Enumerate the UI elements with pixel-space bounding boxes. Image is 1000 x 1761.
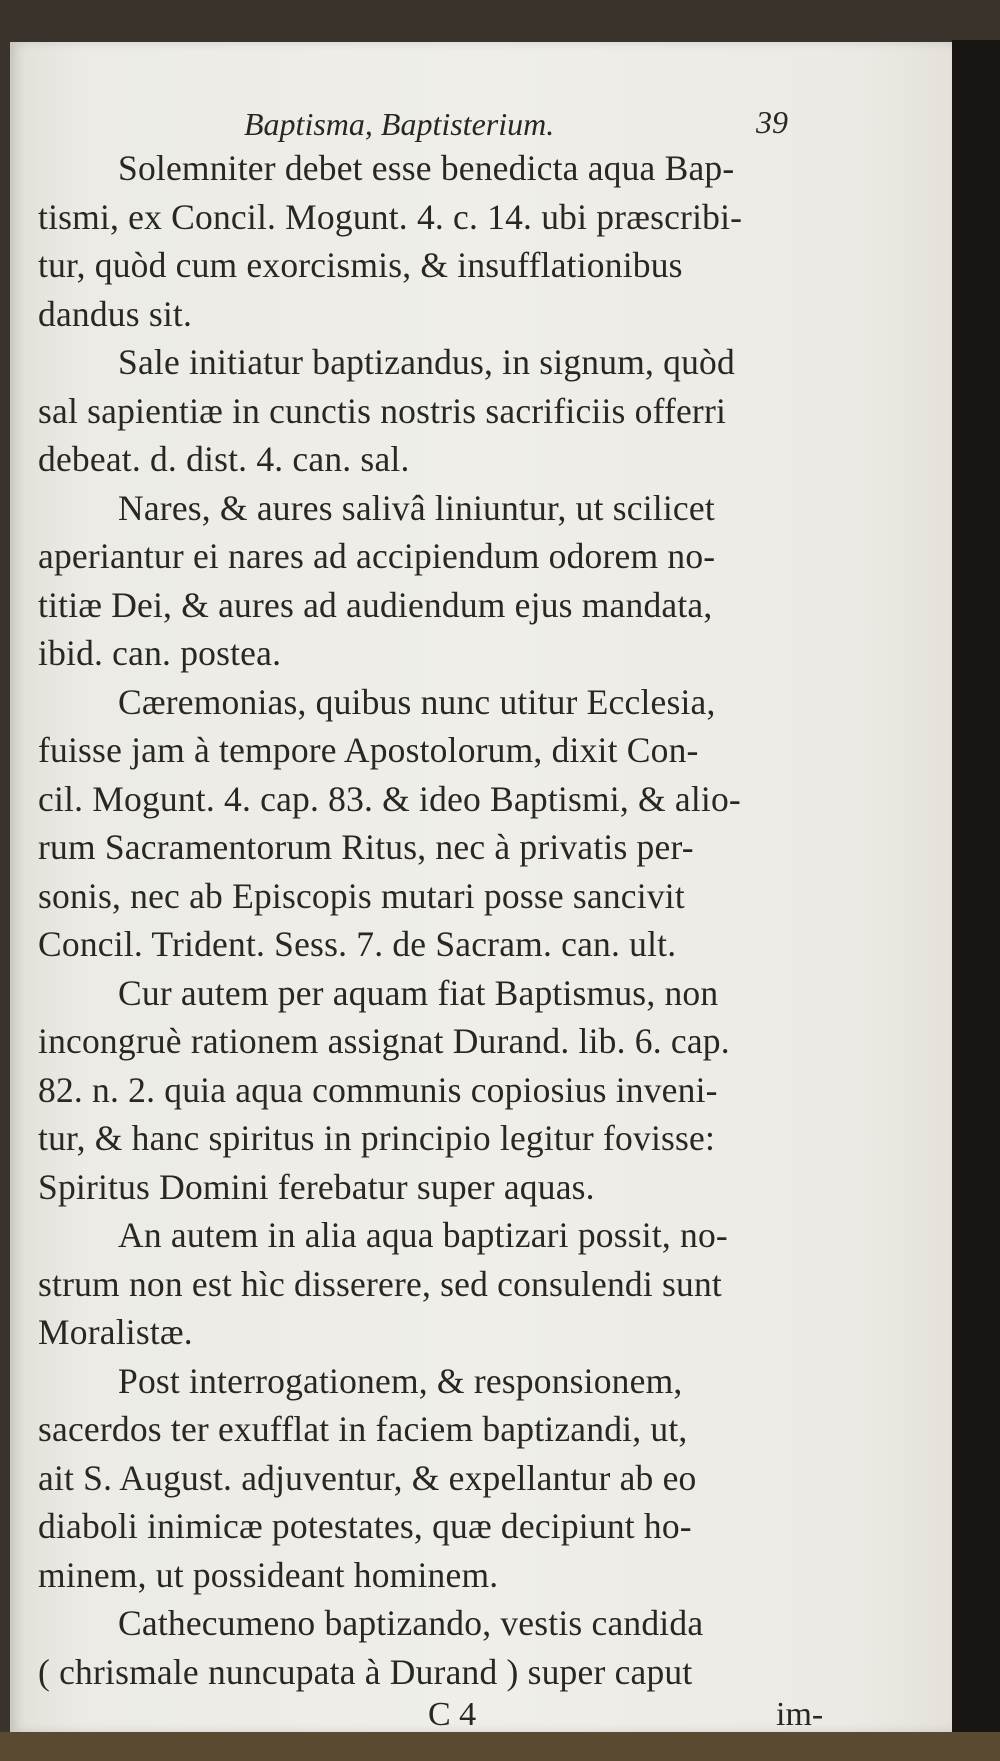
text-line: Cur autem per aquam fiat Baptismus, non bbox=[118, 972, 719, 1013]
text-line: sacerdos ter exufflat in faciem baptizandi, ut, bbox=[38, 1409, 688, 1449]
paragraph bbox=[38, 1599, 838, 1696]
text-line: ait S. August. adjuventur, & expellantur ab eo bbox=[38, 1457, 697, 1498]
text-line: sonis, nec ab Episcopis mutari posse sancivit bbox=[38, 875, 685, 916]
text-line: ibid. can. postea. bbox=[38, 633, 282, 673]
text-line: titiæ Dei, & aures ad audiendum ejus mandata, bbox=[38, 584, 713, 625]
paragraph bbox=[38, 969, 838, 1212]
text-line: diaboli inimicæ potestates, quæ decipiunt ho- bbox=[38, 1506, 692, 1546]
text-line: tur, quòd cum exorcismis, & insufflationibus bbox=[38, 245, 683, 285]
text-line: minem, ut possideant hominem. bbox=[38, 1554, 499, 1595]
text-line: incongruè rationem assignat Durand. lib. 6. cap. bbox=[38, 1021, 730, 1061]
paragraph bbox=[38, 678, 838, 969]
paragraph bbox=[38, 484, 838, 678]
paragraph bbox=[38, 1357, 838, 1600]
text-line: fuisse jam à tempore Apostolorum, dixit Con- bbox=[38, 730, 699, 770]
text-line: Cathecumeno baptizando, vestis candida bbox=[118, 1603, 704, 1643]
text-line: An autem in alia aqua baptizari possit, no- bbox=[118, 1215, 728, 1255]
paragraph bbox=[38, 1211, 838, 1357]
text-line: Post interrogationem, & responsionem, bbox=[118, 1360, 683, 1401]
text-line: Cæremonias, quibus nunc utitur Ecclesia, bbox=[118, 681, 716, 722]
paragraph bbox=[38, 144, 838, 338]
text-line: aperiantur ei nares ad accipiendum odorem no- bbox=[38, 536, 716, 576]
paragraph bbox=[38, 338, 838, 484]
text-line: debeat. d. dist. 4. can. sal. bbox=[38, 439, 410, 479]
catchword: im- bbox=[776, 1696, 824, 1733]
text-line: Concil. Trident. Sess. 7. de Sacram. can. ult. bbox=[38, 924, 677, 964]
book-edge-right bbox=[952, 40, 1000, 1740]
body-text bbox=[38, 144, 838, 1696]
text-line: tismi, ex Concil. Mogunt. 4. c. 14. ubi præscribi- bbox=[38, 196, 743, 237]
running-head bbox=[38, 96, 838, 144]
text-line: tur, & hanc spiritus in principio legitur fovisse: bbox=[38, 1118, 716, 1158]
page-text bbox=[38, 96, 838, 1740]
text-line: Moralistæ. bbox=[38, 1312, 193, 1352]
page-number: 39 bbox=[756, 104, 788, 140]
text-line: strum non est hìc disserere, sed consulendi sunt bbox=[38, 1263, 722, 1304]
text-line: rum Sacramentorum Ritus, nec à privatis per- bbox=[38, 827, 694, 867]
running-head-title: Baptisma, Baptisterium. bbox=[244, 106, 555, 142]
signature-mark: C 4 bbox=[428, 1696, 477, 1733]
text-line: 82. n. 2. quia aqua communis copiosius inveni- bbox=[38, 1069, 718, 1110]
text-line: cil. Mogunt. 4. cap. 83. & ideo Baptismi, & alio- bbox=[38, 778, 741, 819]
text-line: Spiritus Domini ferebatur super aquas. bbox=[38, 1166, 595, 1207]
text-line: Solemniter debet esse benedicta aqua Bap- bbox=[118, 148, 735, 188]
text-line: sal sapientiæ in cunctis nostris sacrificiis offerri bbox=[38, 390, 727, 431]
text-line: Nares, & aures salivâ liniuntur, ut scilicet bbox=[118, 487, 715, 528]
page-footer bbox=[38, 1696, 838, 1740]
text-line: Sale initiatur baptizandus, in signum, quòd bbox=[118, 342, 735, 382]
text-line: dandus sit. bbox=[38, 293, 193, 334]
text-line: ( chrismale nuncupata à Durand ) super caput bbox=[38, 1651, 693, 1692]
